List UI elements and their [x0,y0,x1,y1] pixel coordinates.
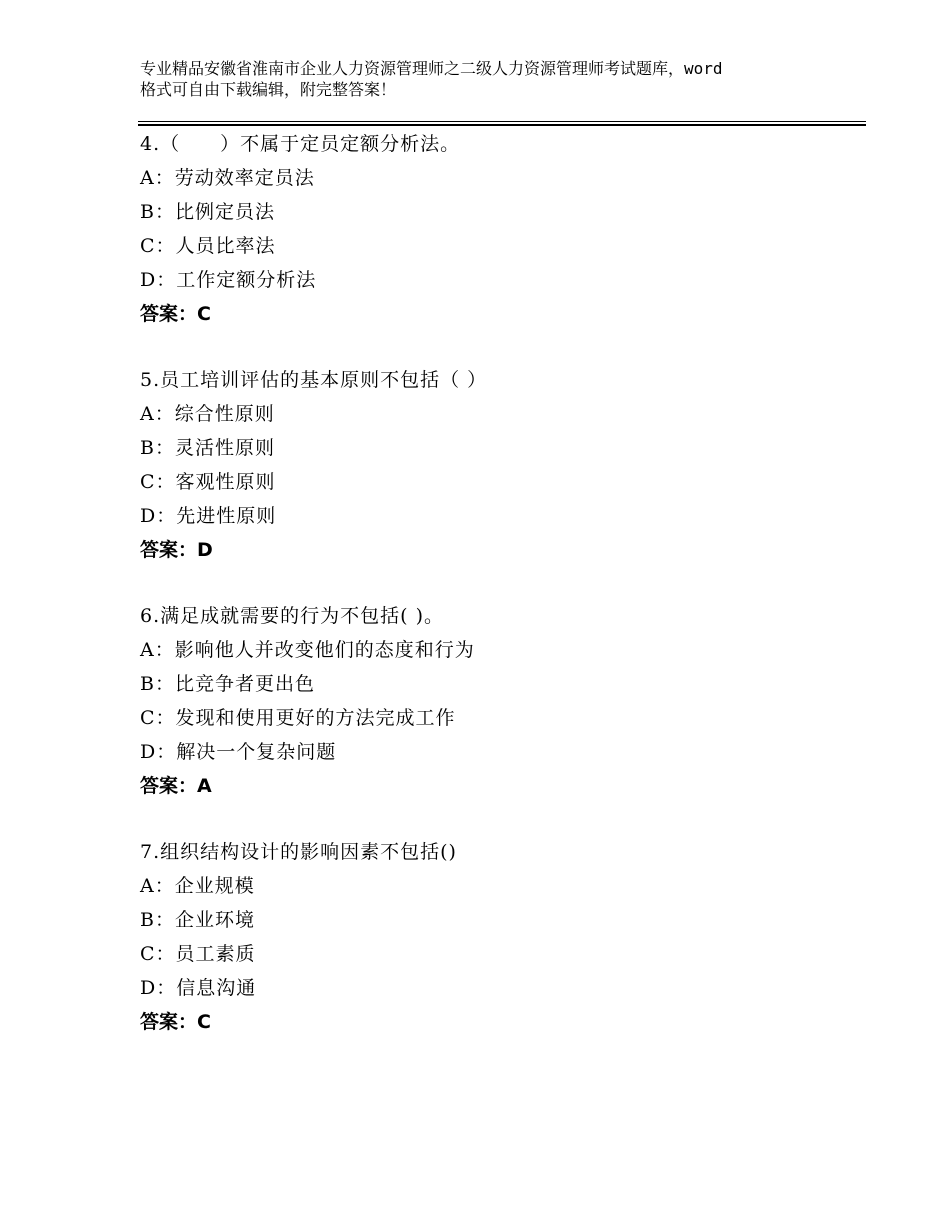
option-c: C：发现和使用更好的方法完成工作 [140,707,456,729]
question-5 [140,363,860,567]
option-b: B：比例定员法 [140,201,275,223]
question-6 [140,599,860,803]
header-line-1: 专业精品安徽省淮南市企业人力资源管理师之二级人力资源管理师考试题库，word [140,59,723,78]
option-b: B：企业环境 [140,909,255,931]
option-a: A：影响他人并改变他们的态度和行为 [140,639,475,661]
header-divider-thick [138,124,866,126]
option-b: B：灵活性原则 [140,437,275,459]
option-d: D：解决一个复杂问题 [140,741,337,763]
question-4 [140,127,860,331]
question-stem: 6.满足成就需要的行为不包括( )。 [140,605,444,627]
answer-label: 答案：D [140,539,213,561]
document-header [140,58,830,100]
option-d: D：工作定额分析法 [140,269,317,291]
question-stem: 7.组织结构设计的影响因素不包括() [140,841,457,863]
option-c: C：员工素质 [140,943,256,965]
option-d: D：信息沟通 [140,977,257,999]
option-a: A：劳动效率定员法 [140,167,315,189]
question-stem: 4.（ ）不属于定员定额分析法。 [140,133,461,155]
option-c: C：人员比率法 [140,235,276,257]
header-line-2: 格式可自由下载编辑，附完整答案！ [140,80,397,99]
header-divider-thin [138,121,866,122]
answer-label: 答案：C [140,303,211,325]
option-a: A：综合性原则 [140,403,275,425]
option-d: D：先进性原则 [140,505,277,527]
question-list [140,127,860,1071]
option-b: B：比竞争者更出色 [140,673,315,695]
option-a: A：企业规模 [140,875,255,897]
option-c: C：客观性原则 [140,471,276,493]
answer-label: 答案：C [140,1011,211,1033]
answer-label: 答案：A [140,775,212,797]
question-7 [140,835,860,1039]
question-stem: 5.员工培训评估的基本原则不包括（ ） [140,369,488,391]
